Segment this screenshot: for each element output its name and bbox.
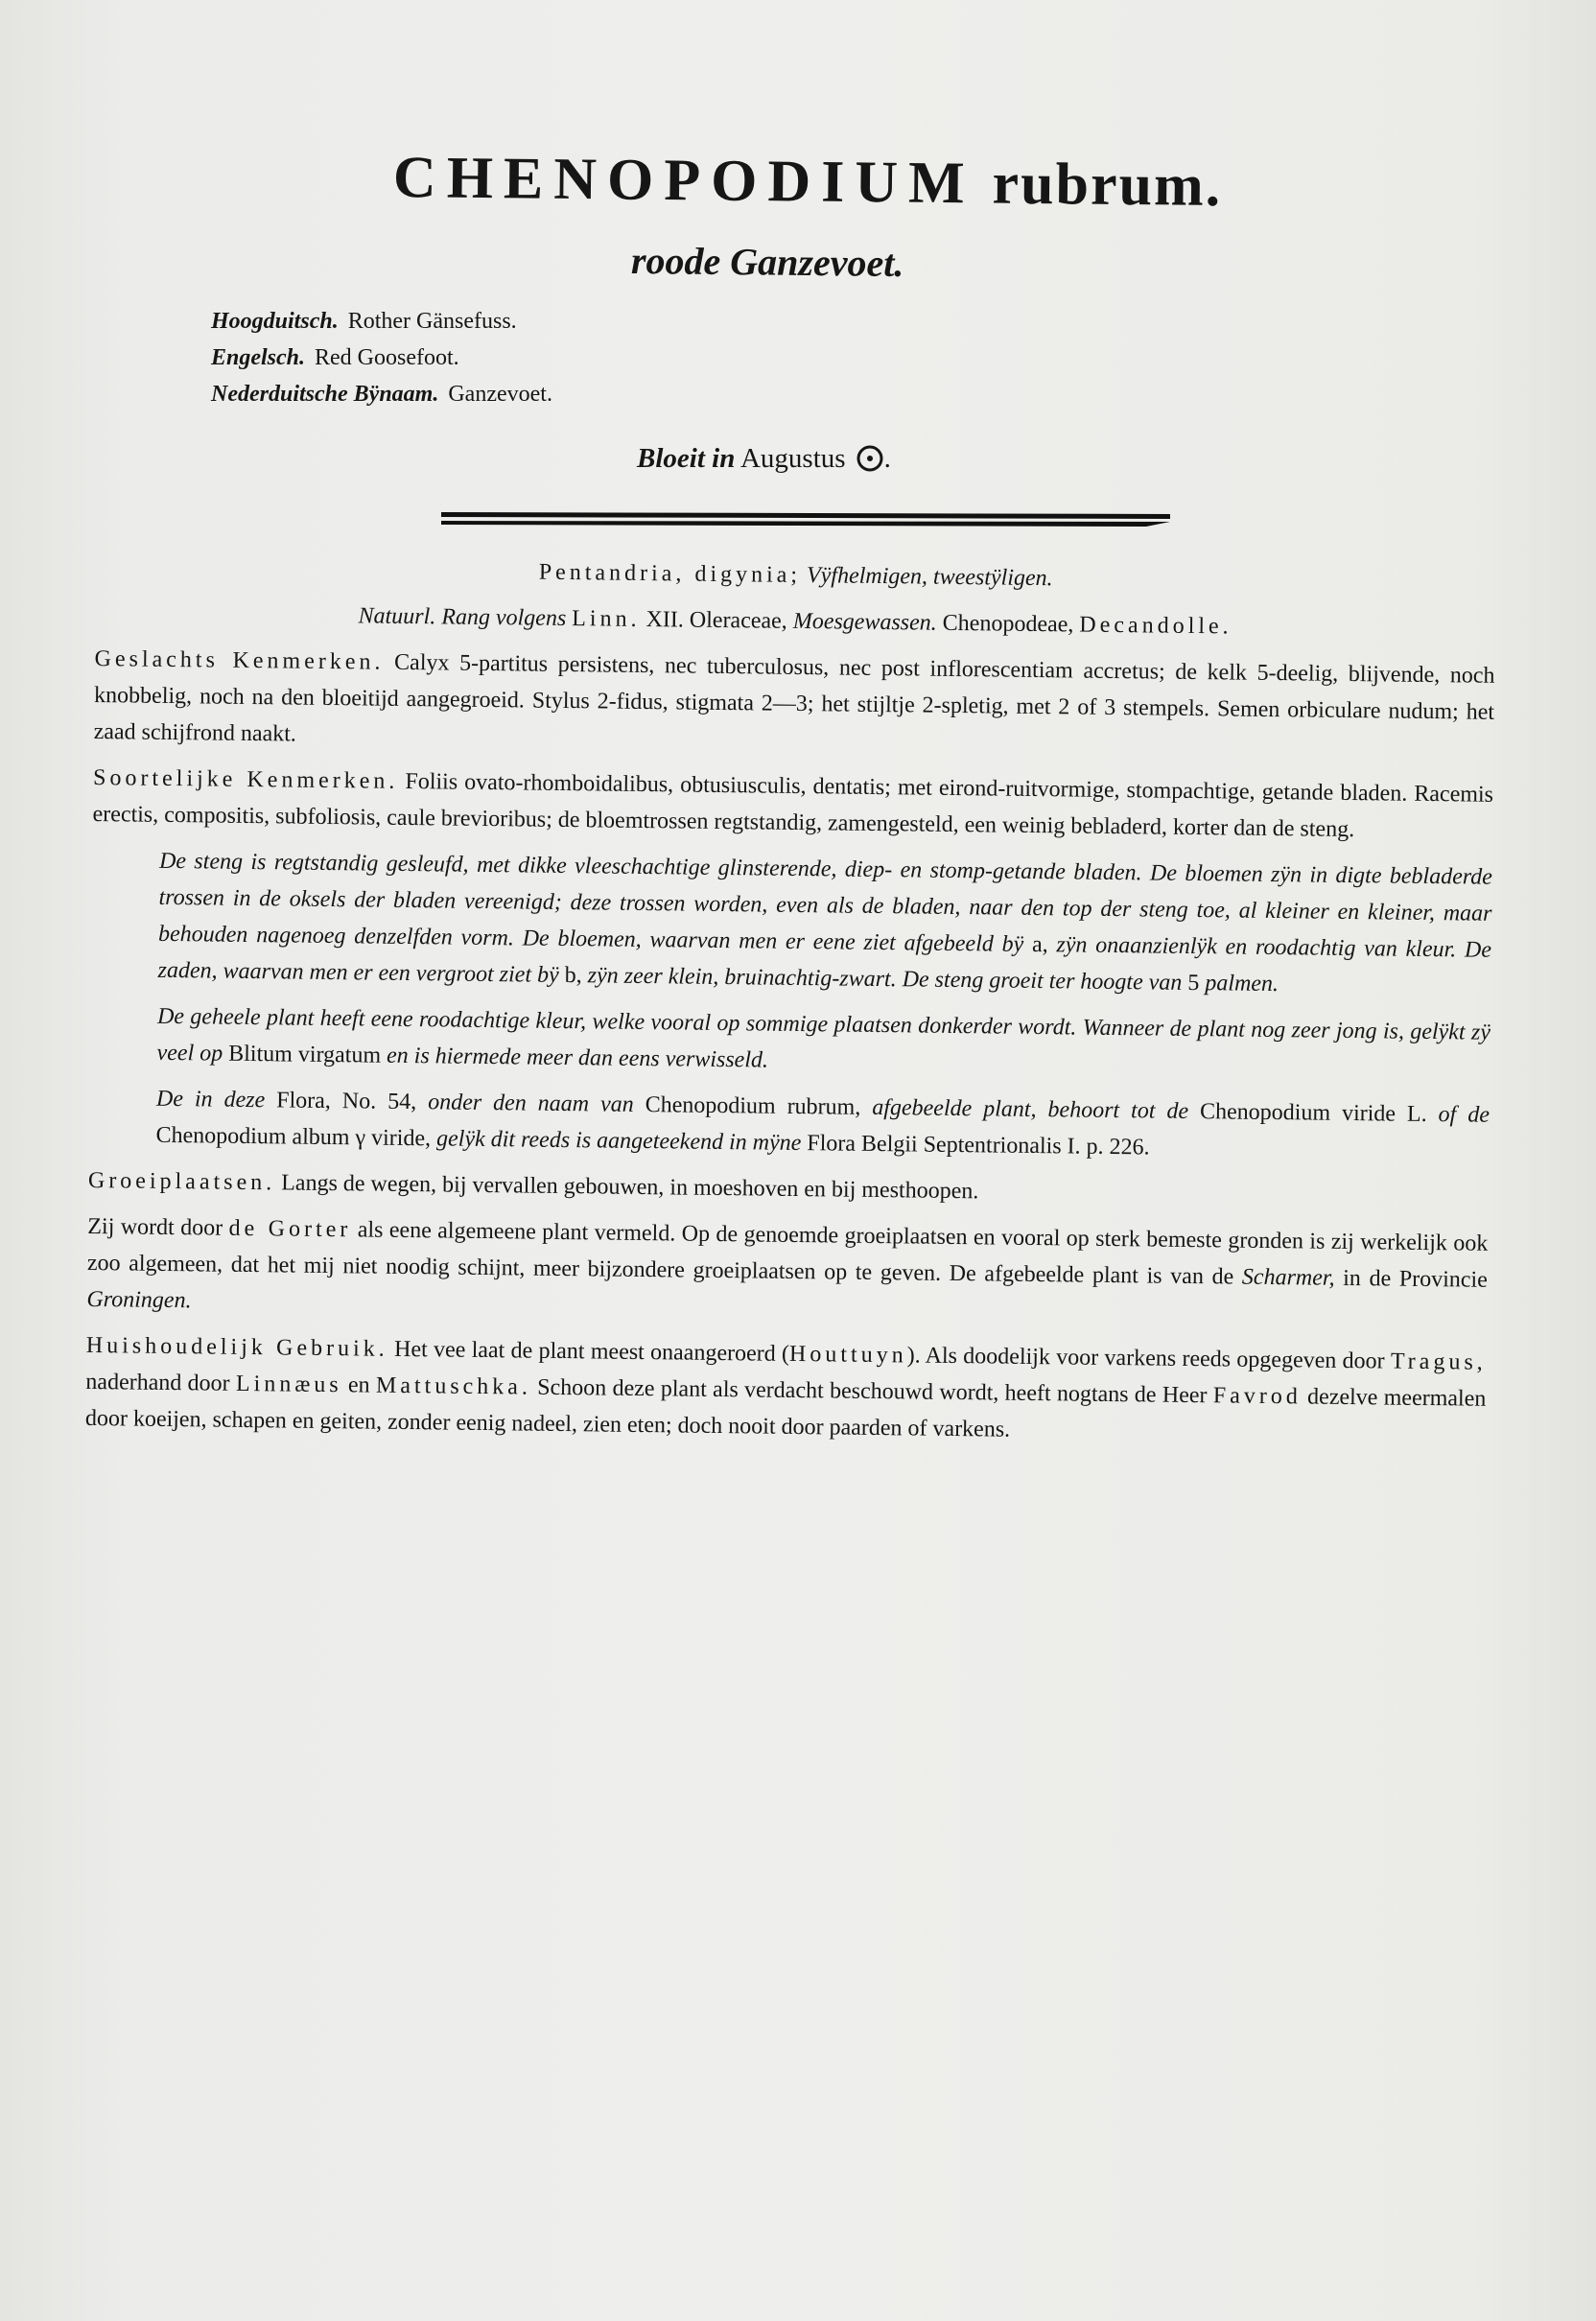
classification-line: Pentandria, digynia; Vÿfhelmigen, tweestÿligen. <box>538 559 1053 592</box>
vernacular-name: Rother Gänsefuss. <box>347 309 517 334</box>
vernacular-line <box>211 376 552 412</box>
description-paragraph: De geheele plant heeft eene roodachtige kleur, welke vooral op sommige plaatsen donkerder wordt. Wanneer de plant nog zeer jong is, gelÿkt zÿ veel op Blitum virgatum en is hiermede meer dan eens verwisseld. <box>156 1003 1491 1073</box>
section-label: Soortelijke Kenmerken. <box>92 764 399 794</box>
habitat-paragraph: Zij wordt door de Gorter als eene algemeene plant vermeld. Op de genoemde groeiplaatsen en vooral op sterk bemeste gronden is zij werkelijk ook zoo algemeen, dat het mij niet noodig schijnt, meer bijzondere groeiplaatsen op te geven. De afgebeelde plant is van de Scharmer, in de Provincie Groningen. <box>86 1213 1489 1314</box>
vernacular-names <box>211 303 552 412</box>
vernacular-name: Ganzevoet. <box>448 382 552 407</box>
natural-rank-line: Natuurl. Rang volgens Linn. XII. Oleraceae, Moesgewassen. Chenopodeae, Decandolle. <box>358 603 1232 640</box>
genus-name: CHENOPODIUM <box>392 145 975 217</box>
annual-symbol-icon <box>856 444 884 473</box>
double-rule-divider <box>441 506 1170 528</box>
species-epithet: rubrum. <box>992 151 1223 220</box>
vernacular-line <box>211 340 552 376</box>
description-paragraph: De steng is regtstandig gesleufd, met dikke vleeschachtige glinsterende, diep- en stomp-getande bladen. De bloemen zÿn in digte bebladerde trossen in de oksels der bladen vereenigd; deze trossen worden, even als de bladen, naar den top der steng toe, al kleiner en kleiner, maar behouden nagenoeg denzelfden vorm. De bloemen, waarvan men er eene ziet afgebeeld bÿ a, zÿn onaanzienlÿk en roodachtig van kleur. De zaden, waarvan men er een vergroot ziet bÿ b, zÿn zeer klein, bruinachtig-zwart. De steng groeit ter hoogte van 5 palmen. <box>157 848 1493 997</box>
flowering-period: Bloeit in Augustus . <box>637 443 891 474</box>
article-body <box>85 549 1496 1464</box>
flowering-label: Bloeit <box>637 443 705 474</box>
dutch-common-name: roode Ganzevoet. <box>630 239 904 285</box>
language-label: Hoogduitsch. <box>211 309 339 334</box>
flowering-in: in <box>712 443 736 474</box>
section-label: Geslachts Kenmerken. <box>94 645 385 675</box>
vernacular-line <box>211 303 552 340</box>
page-title <box>393 144 1223 221</box>
description-paragraph: De in deze Flora, No. 54, onder den naam van Chenopodium rubrum, afgebeelde plant, behoort tot de Chenopodium viride L. of de Chenopodium album γ viride, gelÿk dit reeds is aangeteekend in mÿne Flora Belgii Septentrionalis I. p. 226. <box>155 1086 1490 1160</box>
flowering-month: Augustus <box>739 443 846 474</box>
habitat-paragraph: Groeiplaatsen. Langs de wegen, bij vervallen gebouwen, in moeshoven en bij mesthoopen. <box>87 1167 979 1205</box>
species-characters: Soortelijke Kenmerken. Foliis ovato-rhomboidalibus, obtusiusculis, dentatis; met eirond-ruitvormige, stompachtige, getande bladen. Racemis erectis, compositis, subfoliosis, caule brevioribus; de bloemtrossen regtstandig, zamengesteld, een weinig bebladerd, korter dan de steng. <box>92 764 1494 843</box>
vernacular-name: Red Goosefoot. <box>315 345 459 370</box>
language-label: Nederduitsche Bÿnaam. <box>211 382 439 407</box>
section-label: Groeiplaatsen. <box>87 1167 276 1196</box>
uses-paragraph: Huishoudelijk Gebruik. Het vee laat de plant meest onaangeroerd (Houttuyn). Als doodelijk voor varkens reeds opgegeven door Tragus, naderhand door Linnæus en Mattuschka. Schoon deze plant als verdacht beschouwd wordt, heeft nogtans de Heer Favrod dezelve meermalen door koeijen, schapen en geiten, zonder eenig nadeel, zien eten; doch nooit door paarden of varkens. <box>84 1332 1487 1442</box>
genus-characters: Geslachts Kenmerken. Calyx 5-partitus persistens, nec tuberculosus, nec post inflorescentiam accretus; de kelk 5-deelig, blijvende, noch knobbelig, noch na den bloeitijd aangegroeid. Stylus 2-fidus, stigmata 2—3; het stijltje 2-spletig, met 2 of 3 stempels. Semen orbiculare nudum; het zaad schijfrond naakt. <box>93 645 1495 747</box>
language-label: Engelsch. <box>211 345 306 370</box>
section-label: Huishoudelijk Gebruik. <box>85 1332 388 1362</box>
